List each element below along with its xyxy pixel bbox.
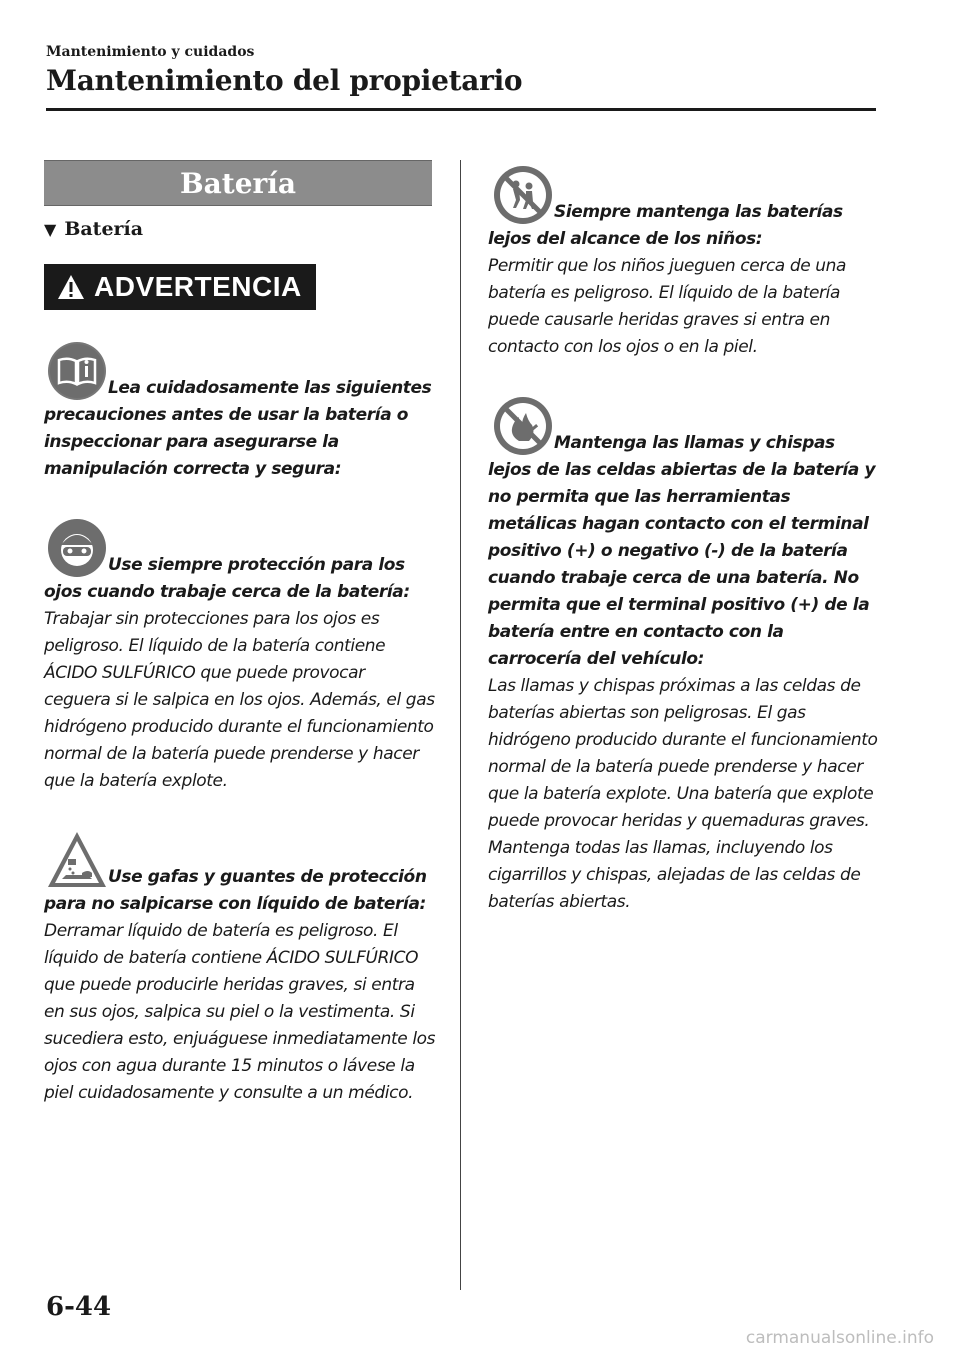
subsection-heading — [44, 218, 436, 240]
block-heading: Siempre mantenga las baterías lejos del alcance de los niños: — [488, 164, 880, 253]
right-column — [488, 160, 880, 916]
page-title: Mantenimiento del propietario — [46, 64, 523, 97]
block-heading: Use gafas y guantes de protección para no salpicarse con líquido de batería: — [44, 829, 436, 918]
column-divider — [460, 160, 461, 1290]
block-body: Permitir que los niños jueguen cerca de una batería es peligroso. El líquido de la batería puede causarle heridas graves si entra en contacto con los ojos o en la piel. — [488, 256, 847, 357]
eye-protection-icon — [46, 517, 108, 579]
block-heading: Lea cuidadosamente las siguientes precauciones antes de usar la batería o inspeccionar para asegurarse la manipulación correcta y segura: — [44, 340, 436, 483]
watermark: carmanualsonline.info — [745, 1328, 934, 1348]
subsection-label: Batería — [64, 218, 144, 240]
warning-block-manual — [44, 340, 436, 483]
block-body: Las llamas y chispas próximas a las celdas de baterías abiertas son peligrosas. El gas hidrógeno producido durante el funcionamiento normal de la batería puede prenderse y hacer que la batería explote. Una batería que explote puede provocar heridas y quemaduras graves. Mantenga todas las llamas, incluyendo los cigarrillos y chispas, alejadas de las celdas de baterías abiertas. — [488, 676, 878, 912]
no-flames-icon — [492, 395, 554, 457]
warning-icon — [56, 273, 86, 301]
chapter-label: Mantenimiento y cuidados — [46, 44, 255, 60]
block-heading: Use siempre protección para los ojos cuando trabaje cerca de la batería: — [44, 517, 436, 606]
warning-block-children — [488, 164, 880, 361]
warning-badge — [44, 264, 316, 310]
page-number: 6-44 — [46, 1292, 112, 1322]
warning-block-flames — [488, 395, 880, 916]
block-body: Derramar líquido de batería es peligroso. El líquido de batería contiene ÁCIDO SULFÚRICO que puede producirle heridas graves, si entra en sus ojos, salpica su piel o la vestimenta. Si sucediera esto, enjuáguese inmediatamente los ojos con agua durante 15 minutos o lávese la piel cuidadosamente y consulte a un médico. — [44, 921, 436, 1103]
block-heading: Mantenga las llamas y chispas lejos de las celdas abiertas de la batería y no permita que las herramientas metálicas hagan contacto con el terminal positivo (+) o negativo (-) de la batería cuando trabaje cerca de una batería. No permita que el terminal positivo (+) de la batería entre en contacto con la carrocería del vehículo: — [488, 395, 880, 673]
left-column — [44, 160, 436, 1107]
section-banner: Batería — [44, 160, 432, 206]
no-children-icon — [492, 164, 554, 226]
block-body: Trabajar sin protecciones para los ojos es peligroso. El líquido de la batería contiene ÁCIDO SULFÚRICO que puede provocar ceguera si le salpica en los ojos. Además, el gas hidrógeno producido durante el funcionamiento normal de la batería puede prenderse y hacer que la batería explote. — [44, 609, 435, 791]
manual-icon — [46, 340, 108, 402]
warning-label: ADVERTENCIA — [94, 271, 302, 302]
warning-block-corrosive — [44, 829, 436, 1107]
corrosive-icon — [46, 829, 108, 891]
header-divider — [46, 108, 876, 111]
triangle-down-icon: ▼ — [44, 219, 57, 239]
warning-block-eye-protection — [44, 517, 436, 795]
